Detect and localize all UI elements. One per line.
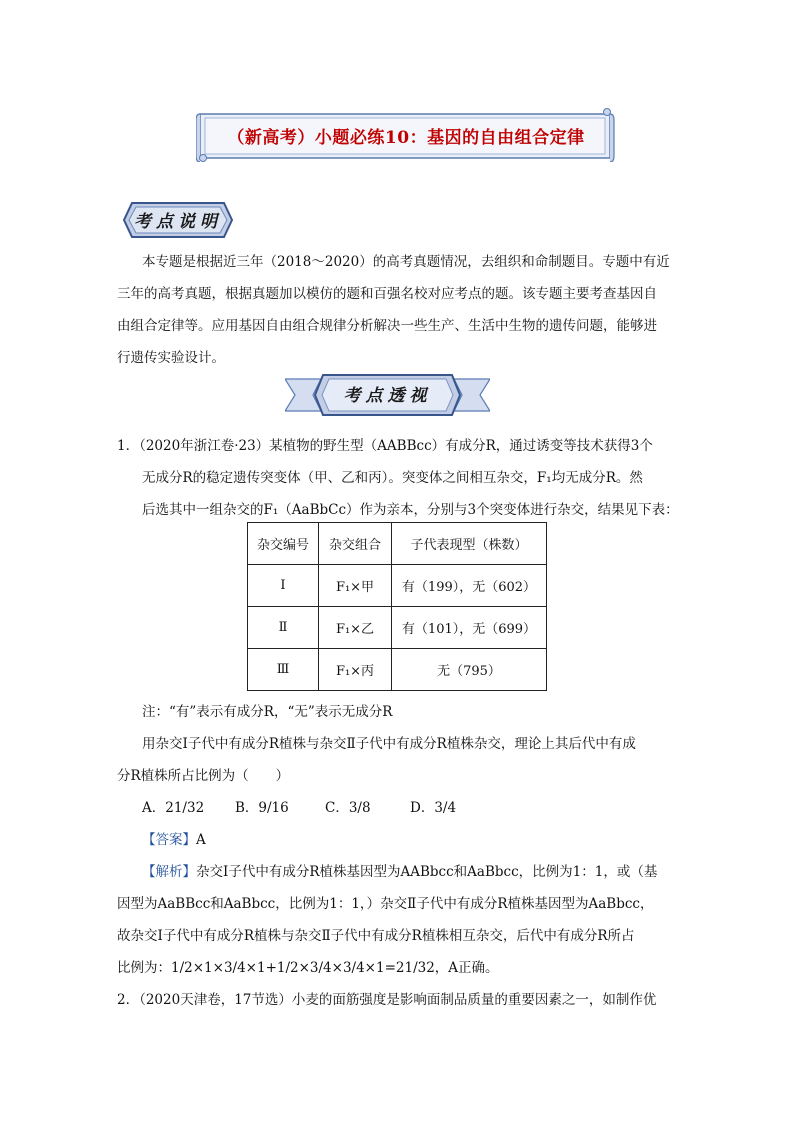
table-cell: F₁×甲: [319, 565, 392, 607]
table-header-cell: 杂交编号: [248, 523, 319, 565]
intro-line: 三年的高考真题，根据真题加以模仿的题和百强名校对应考点的题。该专题主要考查基因自: [117, 286, 657, 302]
table-row: [248, 607, 547, 649]
table-cell: F₁×丙: [319, 649, 392, 691]
question-2-stem: 2．（2020天津卷，17节选）小麦的面筋强度是影响面制品质量的重要因素之一，如制作优: [117, 992, 657, 1008]
question-1-stem: 无成分R的稳定遗传突变体（甲、乙和丙）。突变体之间相互杂交，F₁均无成分R。然: [142, 470, 643, 486]
table-header-cell: 子代表现型（株数）: [392, 523, 547, 565]
option-d: D．3/4: [410, 800, 457, 816]
intro-line: 由组合定律等。应用基因自由组合规律分析解决一些生产、生活中生物的遗传问题，能够进: [117, 318, 657, 334]
section-badge-kaodian-toushi: 考点透视: [343, 386, 432, 406]
table-cell: 有（101），无（699）: [392, 607, 547, 649]
analysis-text: 杂交Ⅰ子代中有成分R植株基因型为AABbcc和AaBbcc，比例为1：1，或（基: [196, 864, 658, 880]
analysis-line: 比例为：1/2×1×3/4×1+1/2×3/4×3/4×1=21/32，A正确。: [117, 960, 499, 976]
page-title: （新高考）小题必练10：基因的自由组合定律: [227, 128, 585, 148]
results-table: [247, 522, 547, 691]
table-row: [248, 649, 547, 691]
option-b: B．9/16: [235, 800, 289, 816]
table-header-cell: 杂交组合: [319, 523, 392, 565]
answer-value: A: [196, 832, 206, 848]
table-cell: 无（795）: [392, 649, 547, 691]
table-cell: 有（199），无（602）: [392, 565, 547, 607]
intro-line: 本专题是根据近三年（2018～2020）的高考真题情况，去组织和命制题目。专题中有近: [142, 254, 670, 270]
option-a: A．21/32: [142, 800, 205, 816]
section-badge-kaodian-shuoming: 考点说明: [134, 212, 222, 232]
question-1-prompt: 用杂交Ⅰ子代中有成分R植株与杂交Ⅱ子代中有成分R植株杂交，理论上其后代中有成: [142, 736, 636, 752]
answer-tag: 【答案】: [142, 832, 196, 848]
analysis-line: [142, 860, 657, 880]
table-row: [248, 565, 547, 607]
table-cell: Ⅲ: [248, 649, 319, 691]
table-cell: Ⅱ: [248, 607, 319, 649]
table-header-row: [248, 523, 547, 565]
table-cell: F₁×乙: [319, 607, 392, 649]
table-note: 注：“有”表示有成分R，“无”表示无成分R: [142, 704, 393, 720]
answer-line: [142, 828, 206, 848]
analysis-line: 故杂交Ⅰ子代中有成分R植株与杂交Ⅱ子代中有成分R植株相互杂交，后代中有成分R所占: [117, 928, 635, 944]
question-1-stem: 后选其中一组杂交的F₁（AaBbCc）作为亲本，分别与3个突变体进行杂交，结果见下表：: [142, 502, 679, 518]
table-cell: Ⅰ: [248, 565, 319, 607]
option-c: C．3/8: [325, 800, 371, 816]
intro-line: 行遗传实验设计。: [117, 350, 225, 366]
question-1-prompt: 分R植株所占比例为（ ）: [117, 768, 290, 784]
question-1-stem: 1．（2020年浙江卷·23）某植物的野生型（AABBcc）有成分R，通过诱变等技术获得3个: [117, 438, 653, 454]
analysis-tag: 【解析】: [142, 864, 196, 880]
analysis-line: 因型为AaBBcc和AaBbcc，比例为1：1，）杂交Ⅱ子代中有成分R植株基因型为AaBbcc，: [117, 896, 654, 912]
